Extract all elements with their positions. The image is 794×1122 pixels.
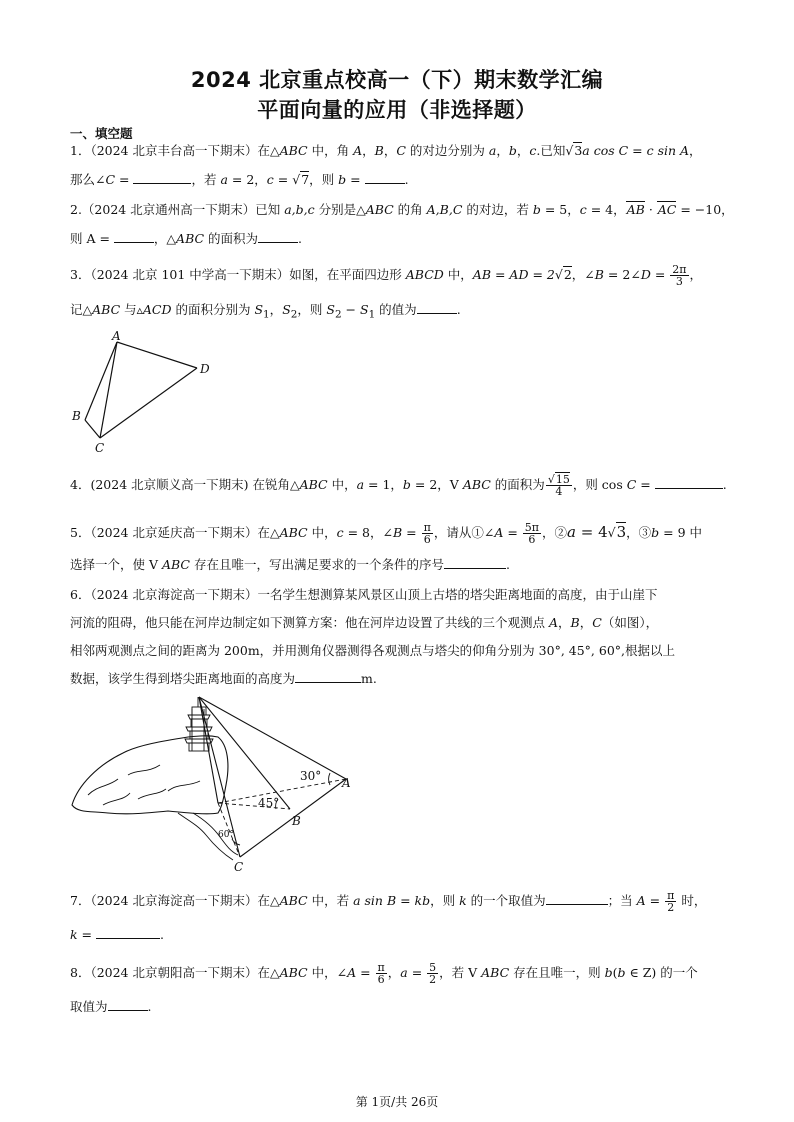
diagonal-ac <box>100 342 117 438</box>
angle-arc-a <box>329 773 330 785</box>
q4-line1: 4．(2024 北京顺义高一下期末) 在锐角△ABC 中，a = 1，b = 2，V ABC 的面积为 $\frac{√15}{4}$ ，则 cos C = . <box>70 473 727 498</box>
q6-line4: 数据，该学生得到塔尖距离地面的高度为 m. <box>70 671 377 686</box>
q6-line3: 相邻两观测点之间的距离为 200m，并用测角仪器测得各观测点与塔尖的仰角分别为 30°, 45°, 60°,根据以上 <box>70 643 675 658</box>
q5-line1: 5．（2024 北京延庆高一下期末）在△ABC 中，c = 8，∠B = $\frac{\pi}{6}$ ，请从①∠A = $\frac{5\pi}{6}$ ，②a = 4√3，③b = 9 中 <box>70 521 703 546</box>
pagoda <box>185 697 213 751</box>
answer-blank[interactable] <box>444 556 506 569</box>
fraction: $\frac{5}{2}$ <box>429 961 437 986</box>
vertex-label-c: C <box>95 441 105 455</box>
doc-subtitle: 平面向量的应用（非选择题） <box>257 98 537 122</box>
fraction: $\frac{\pi}{6}$ <box>423 521 431 546</box>
edge-ab <box>85 342 117 420</box>
q5-line2: 选择一个，使 V ABC 存在且唯一，写出满足要求的一个条件的序号 . <box>70 557 510 572</box>
point-label-c: C <box>234 860 244 874</box>
edge-ad <box>117 342 197 368</box>
section-heading: 一、填空题 <box>70 126 133 141</box>
fraction: $\frac{2\pi}{3}$ <box>672 263 687 288</box>
q7-line2: k = . <box>70 927 164 942</box>
answer-blank[interactable] <box>655 476 723 489</box>
quadrilateral-figure <box>66 328 226 458</box>
vertex-label-d: D <box>200 362 210 376</box>
edge-cd <box>100 368 197 438</box>
vertex-label-b: B <box>72 409 81 423</box>
edge-bc <box>85 420 100 438</box>
angle-label-45: 45° <box>258 796 280 810</box>
fraction: $\frac{\pi}{6}$ <box>377 961 385 986</box>
doc-title: 2024 北京重点校高一（下）期末数学汇编 <box>190 68 604 92</box>
page-footer: 第 1页/共 26页 <box>355 1095 439 1109</box>
q8-line2: 取值为 . <box>70 999 152 1014</box>
answer-blank[interactable] <box>546 892 608 905</box>
q8-line1: 8．（2024 北京朝阳高一下期末）在△ABC 中，∠A = $\frac{\pi}{6}$ ，a = $\frac{5}{2}$ ，若 V ABC 存在且唯一，则 b(b ∈ Z) 的一个 <box>70 961 698 986</box>
q3-line2: 记△ABC 与▵ACD 的面积分别为 $S_1$，$S_2$，则 $S_2 - S_1$ 的值为 . <box>70 302 461 321</box>
pagoda-cliff-figure <box>68 695 368 875</box>
q3-line1: 3．（2024 北京 101 中学高一下期末）如图，在平面四边形 ABCD 中，AB = AD = 2√2，∠B = 2∠D = $\frac{2\pi}{3}$ ， <box>70 263 703 288</box>
q7-line1: 7．（2024 北京海淀高一下期末）在△ABC 中，若 a sin B = kb，则 k 的一个取值为 ；当 A = $\frac{\pi}{2}$ 时， <box>70 889 707 914</box>
answer-blank[interactable] <box>258 230 298 243</box>
fraction: $\frac{√15}{4}$ <box>547 473 570 498</box>
q6-line1: 6．（2024 北京海淀高一下期末）一名学生想测算某风景区山顶上古塔的塔尖距离地面的高度，由于山崖下 <box>70 587 658 602</box>
answer-blank[interactable] <box>417 301 457 314</box>
answer-blank[interactable] <box>114 230 154 243</box>
angle-label-60: 60° <box>218 830 234 840</box>
point-label-a: A <box>342 776 351 790</box>
fraction: $\frac{\pi}{2}$ <box>667 889 675 914</box>
q6-line2: 河流的阻碍，他只能在河岸边制定如下测算方案：他在河岸边设置了共线的三个观测点 A，B，C（如图）， <box>70 615 659 630</box>
cliff-outline <box>72 736 228 814</box>
q2-line2: 则 A = ，△ABC 的面积为 . <box>70 231 303 246</box>
answer-blank[interactable] <box>96 926 160 939</box>
q1-line2: 那么∠C = ，若 a = 2，c = √7，则 b = . <box>70 172 409 187</box>
fraction: $\frac{5\pi}{6}$ <box>524 521 539 546</box>
answer-blank[interactable] <box>365 171 405 184</box>
answer-blank[interactable] <box>295 670 361 683</box>
angle-label-30: 30° <box>300 769 322 783</box>
q2-line1: 2.（2024 北京通州高一下期末）已知 a,b,c 分别是△ABC 的角 A,B,C 的对边，若 b = 5，c = 4，AB · AC = −10， <box>70 202 734 217</box>
vertex-label-a: A <box>112 329 121 343</box>
answer-blank[interactable] <box>133 171 191 184</box>
answer-blank[interactable] <box>108 998 148 1011</box>
point-label-b: B <box>292 814 301 828</box>
cliff-texture <box>88 765 200 805</box>
q1-line1: 1．（2024 北京丰台高一下期末）在△ABC 中，角 A，B，C 的对边分别为 a，b，c.已知√3a cos C = c sin A， <box>70 143 702 158</box>
